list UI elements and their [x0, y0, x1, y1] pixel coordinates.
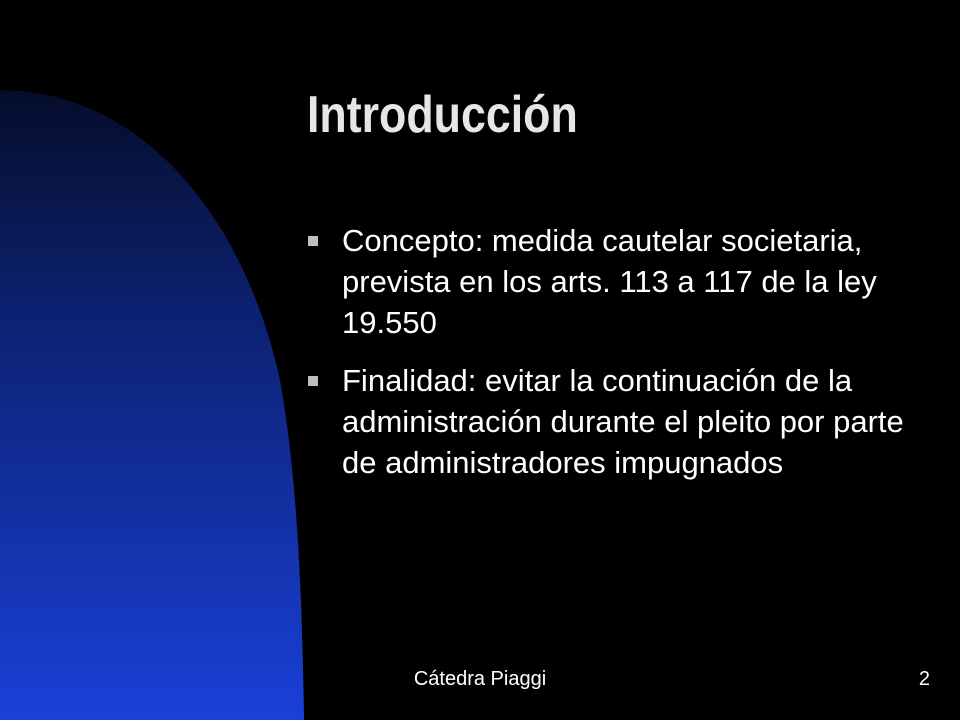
bullet-text: Concepto: medida cautelar societaria, prevista en los arts. 113 a 117 de la ley 19.550 — [342, 223, 877, 340]
bullet-text: Finalidad: evitar la continuación de la administración durante el pleito por parte de administradores impugnados — [342, 363, 904, 480]
page-number: 2 — [918, 668, 930, 690]
square-bullet-icon — [308, 236, 318, 246]
slide-title: Introducción — [307, 86, 578, 144]
bullet-list — [306, 220, 936, 500]
bullet-item — [306, 360, 936, 483]
bullet-item — [306, 220, 936, 343]
slide-footer: Cátedra Piaggi — [413, 668, 547, 690]
square-bullet-icon — [308, 376, 318, 386]
